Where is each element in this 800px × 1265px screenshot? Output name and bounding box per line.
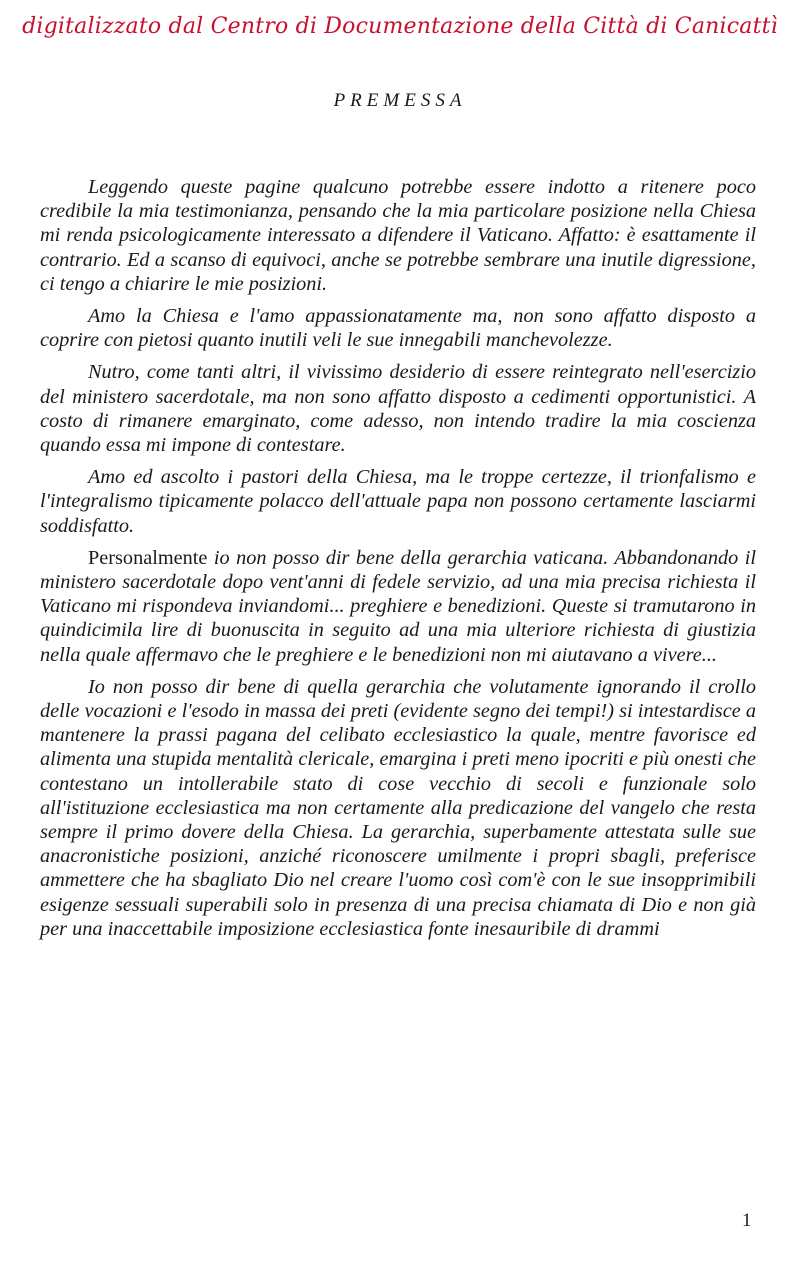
paragraph-5-lead: Personalmente xyxy=(88,546,208,569)
page-title: PREMESSA xyxy=(333,90,467,111)
paragraph-5 xyxy=(40,546,756,667)
paragraph-4: Amo ed ascolto i pastori della Chiesa, ma le troppe certezze, il trionfalismo e l'integralismo tipicamente polacco dell'attuale papa non possono certamente lasciarmi soddisfatto. xyxy=(40,466,756,537)
paragraph-5-rest: io non posso dir bene della gerarchia vaticana. Abbandonando il ministero sacerdotale dopo vent'anni di fedele servizio, ad una mia precisa richiesta il Vaticano mi rispondeva inviandomi... preghiere e benedizioni. Queste si tramutarono in quindicimila lire di buonuscita in seguito ad una mia ulteriore richiesta di giustizia nella quale affermavo che le preghiere e le benedizioni non mi aiutavano a vivere... xyxy=(40,546,756,666)
paragraph-2: Amo la Chiesa e l'amo appassionatamente ma, non sono affatto disposto a coprire con pietosi quanto inutili veli le sue innegabili manchevolezze. xyxy=(40,305,756,352)
page-number: 1 xyxy=(742,1210,752,1231)
paragraph-3: Nutro, come tanti altri, il vivissimo desiderio di essere reintegrato nell'esercizio del ministero sacerdotale, ma non sono affatto disposto a cedimenti opportunistici. A costo di rimanere emarginato, come adesso, non intendo tradire la mia coscienza quando essa mi impone di contestare. xyxy=(40,361,756,457)
paragraph-6: Io non posso dir bene di quella gerarchia che volutamente ignorando il crollo delle vocazioni e l'esodo in massa dei preti (evidente segno dei tempi!) si intestardisce a mantenere la prassi pagana del celibato ecclesiastico la quale, mentre favorisce ed alimenta una stupida mentalità clericale, emargina i preti meno ipocriti e più onesti che contestano un intollerabile stato di cose vecchio di secoli e funzionale solo all'istituzione ecclesiastica ma non certamente alla predicazione del vangelo che resta sempre il primo dovere della Chiesa. La gerarchia, superbamente attestata sulle sue anacronistiche posizioni, anziché riconoscere umilmente i propri sbagli, preferisce ammettere che ha sbagliato Dio nel creare l'uomo così com'è con le sue insopprimibili esigenze sessuali superabili solo in presenza di una precisa chiamata di Dio e non già per una inaccettabile imposizione ecclesiastica fonte inesauribile di drammi xyxy=(40,675,756,940)
digitization-watermark: digitalizzato dal Centro di Documentazione della Città di Canicattì xyxy=(22,14,778,39)
body-text xyxy=(40,175,756,949)
paragraph-1: Leggendo queste pagine qualcuno potrebbe essere indotto a ritenere poco credibile la mia testimonianza, pensando che la mia particolare posizione nella Chiesa mi renda psicologicamente interessato a difendere il Vaticano. Affatto: è esattamente il contrario. Ed a scanso di equivoci, anche se potrebbe sembrare una inutile digressione, ci tengo a chiarire le mie posizioni. xyxy=(40,176,756,295)
